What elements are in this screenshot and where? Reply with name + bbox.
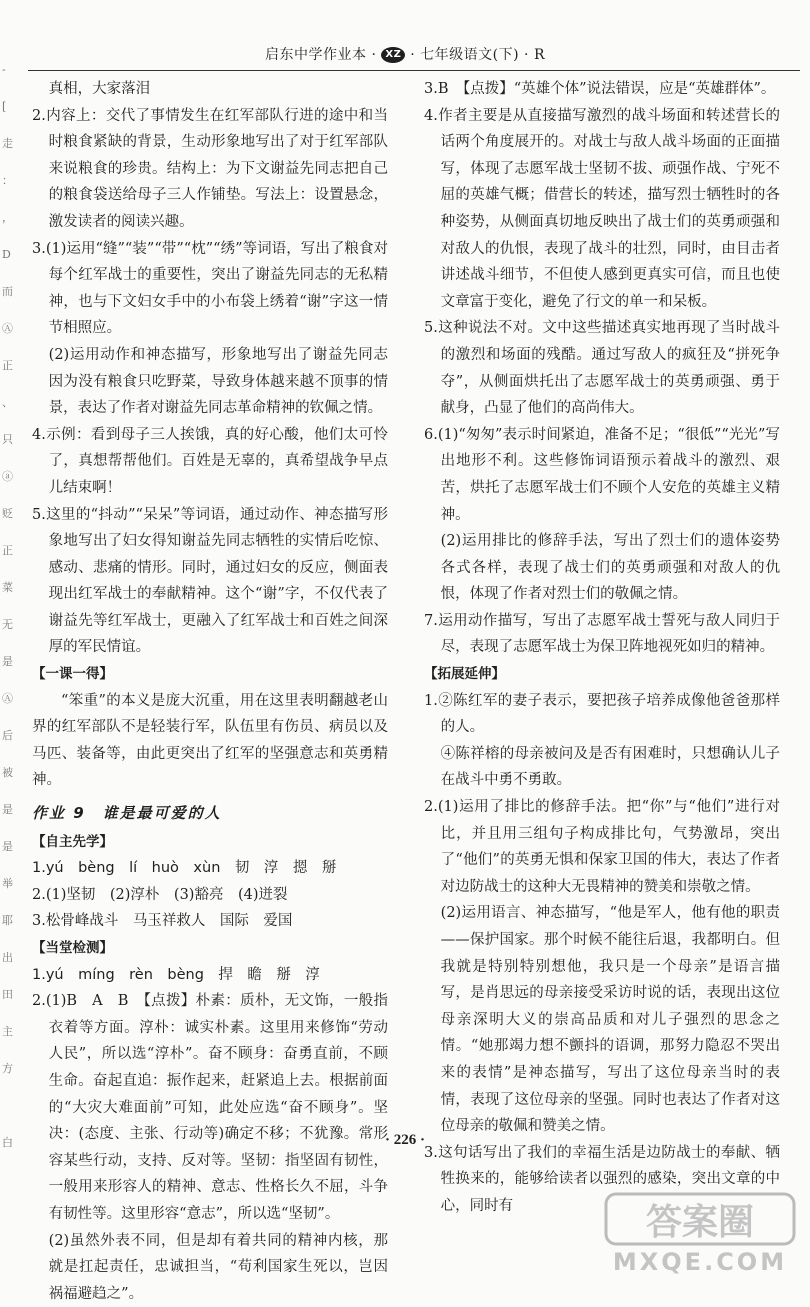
margin-char: ， [2, 211, 13, 224]
right-column [424, 76, 780, 1220]
margin-char: 只 [2, 433, 13, 446]
left-column [32, 76, 388, 1307]
margin-char: 举 [2, 877, 13, 890]
margin-char: 出 [2, 951, 13, 964]
answer-paragraph: 2.(1)运用了排比的修辞手法。把“你”与“他们”进行对比，并且用三组句子构成排比句，气势激昂，突出了“他们”的英勇无惧和保家卫国的伟大，表达了作者对边防战士的这种大无畏精神的赞美和崇敬之情。 [424, 799, 780, 895]
answer-paragraph: 1.yú míng rèn bèng 捍 瞻 掰 淳 [32, 966, 320, 983]
answer-paragraph: 3.松骨峰战斗 马玉祥救人 国际 爱国 [32, 913, 293, 930]
margin-char: 贬 [2, 507, 13, 520]
header-title-left: 启东中学作业本 · [265, 47, 377, 63]
margin-char: 主 [2, 1025, 13, 1038]
answer-paragraph: 4.示例：看到母子三人挨饿，真的好心酸，他们太可怜了，真想帮帮他们。百姓是无辜的，真希望战争早点儿结束啊！ [32, 426, 388, 496]
assignment-title: 作业 9 谁是最可爱的人 [32, 804, 222, 823]
answer-paragraph: 3.B 【点拨】“英雄个体”说法错误，应是“英雄群体”。 [424, 81, 776, 97]
answer-paragraph: 4.作者主要是从直接描写激烈的战斗场面和转述营长的话两个角度展开的。对战士与敌人战斗场面的正面描写，体现了志愿军战士坚韧不拔、顽强作战、宁死不屈的英雄气概；借营长的转述，描写烈士牺牲时的各种姿势，从侧面真切地反映出了战士们的英勇顽强和对敌人的仇恨，表现了战斗的壮烈，同时，由目击者讲述战斗细节，不但使人感到更真实可信，而且也使文章富于变化，避免了行文的单一和呆板。 [424, 107, 780, 310]
margin-char: 田 [2, 988, 13, 1001]
answer-paragraph: 7.运用动作描写，写出了志愿军战士誓死与敌人同归于尽，表现了志愿军战士为保卫阵地视死如归的精神。 [424, 612, 780, 656]
margin-char: 被 [2, 766, 13, 779]
margin-char: 走 [2, 137, 13, 150]
answer-paragraph: 3.这句话写出了我们的幸福生活是边防战士的奉献、牺牲换来的，能够给读者以强烈的感染，突出文章的中心，同时有 [424, 1144, 780, 1214]
margin-char: 方 [2, 1062, 13, 1075]
margin-char: 耶 [2, 914, 13, 927]
section-tag: 【拓展延伸】 [424, 666, 505, 683]
margin-char: 菜 [2, 581, 13, 594]
answer-paragraph: (2)运用排比的修辞手法，写出了烈士们的遗体姿势各式各样，表现了战士们的英勇顽强和对敌人的仇恨，体现了作者对烈士们的敬佩之情。 [440, 533, 780, 603]
answer-paragraph: 2.(1)坚韧 (2)淳朴 (3)豁亮 (4)迸裂 [32, 886, 288, 903]
section-tag: 【自主先学】 [32, 833, 113, 850]
margin-char: 是 [2, 840, 13, 853]
margin-char: 正 [2, 359, 13, 372]
watermark-logo [600, 1190, 800, 1276]
margin-char: 而 [2, 285, 13, 298]
margin-char: [ [2, 100, 7, 113]
answer-paragraph: (2)虽然外表不同，但是却有着共同的精神内核，那就是扛起责任，忠诚担当，“苟利国家生死以，岂因祸福避趋之”。 [48, 1232, 388, 1302]
answer-paragraph: 真相，大家落泪 [48, 81, 151, 97]
watermark-line2: MXQE.COM [612, 1248, 788, 1276]
answer-paragraph: 2.(1)B A B 【点拨】朴素：质朴，无文饰，一般指衣着等方面。淳朴：诚实朴素。这里用来修饰“劳动人民”，所以选“淳朴”。奋不顾身：奋勇直前，不顾生命。奋起直追：振作起来，赶紧追上去。根据前面的“大灾大难面前”可知，此处应选“奋不顾身”。坚决：(态度、主张、行动等)确定不移；不犹豫。常形容某些行动，支持、反对等。坚韧：指坚固有韧性，一般用来形容人的精神、意志、性格长久不屈，斗争有韧性等。这里形容“意志”，所以选“坚韧”。 [32, 993, 388, 1222]
header-rule [28, 70, 800, 71]
answer-paragraph: ④陈祥榕的母亲被问及是否有困难时，只想确认儿子在战斗中勇不勇敢。 [440, 745, 780, 789]
answer-paragraph: “笨重”的本义是庞大沉重，用在这里表明翻越老山界的红军部队不是轻装行军，队伍里有伤员、病员以及马匹、装备等，由此更突出了红军的坚强意志和英勇精神。 [32, 692, 388, 789]
answer-paragraph: 6.(1)“匆匆”表示时间紧迫，准备不足；“很低”“光光”写出地形不利。这些修饰词语预示着战斗的激烈、艰苦，烘托了志愿军战士们不顾个人安危的英雄主义精神。 [424, 426, 780, 523]
answer-paragraph: 5.这种说法不对。文中这些描述真实地再现了当时战斗的激烈和场面的残酷。通过写敌人的疯狂及“拼死争夺”，从侧面烘托出了志愿军战士的英勇顽强、勇于献身，凸显了他们的高尚伟大。 [424, 320, 780, 417]
page-number: · 226 · [384, 1132, 425, 1148]
section-tag: 【一课一得】 [32, 666, 113, 683]
page-header [0, 42, 810, 68]
margin-char: 后 [2, 729, 13, 742]
left-margin-fragment [0, 60, 14, 1180]
answer-paragraph: 2.内容上：交代了事情发生在红军部队行进的途中和当时粮食紧缺的背景，生动形象地写出了对于红军部队来说粮食的珍贵。结构上：为下文谢益先同志把自己的粮食袋送给母子三人作铺垫。写法上：设置悬念，激发读者的阅读兴趣。 [32, 107, 388, 230]
answer-paragraph: 1.②陈红军的妻子表示，要把孩子培养成像他爸爸那样的人。 [424, 692, 780, 736]
answer-paragraph: (2)运用语言、神态描写，“他是军人，他有他的职责——保护国家。那个时候不能往后退，我都明白。但我就是特别特别想他，我只是一个母亲”是语言描写，是肖思远的母亲接受采访时说的话，表现出这位母亲深明大义的崇高品质和对儿子强烈的思念之情。“她那竭力想不颤抖的语调，那努力隐忍不哭出来的表情”是神态描写，写出了这位母亲当时的表情，表现了这位母亲的坚强。同时也表达了作者对这位母亲的敬佩和赞美之情。 [440, 905, 780, 1135]
section-tag: 【当堂检测】 [32, 940, 113, 956]
margin-char: ： [2, 174, 13, 187]
margin-char: Ⓐ [2, 322, 13, 335]
header-title-right: · 七年级语文(下) · R [410, 47, 545, 63]
margin-char: 无 [2, 618, 13, 631]
margin-char: 白 [2, 1136, 13, 1149]
margin-char: ⓐ [2, 470, 13, 483]
margin-char: 是 [2, 803, 13, 816]
margin-char: 、 [2, 396, 13, 409]
margin-char: - [2, 63, 6, 76]
margin-char: 是 [2, 655, 13, 668]
answer-paragraph: 5.这里的“抖动”“呆呆”等词语，通过动作、神态描写形象地写出了妇女得知谢益先同志牺牲的实情后吃惊、感动、悲痛的情形。同时，通过妇女的反应，侧面表现出红军战士的奉献精神。这个“谢”字，不仅代表了谢益先等红军战士，更融入了红军战士和百姓之间深厚的军民情谊。 [32, 506, 388, 656]
margin-char: Ⓐ [2, 692, 13, 705]
margin-char: 正 [2, 544, 13, 557]
watermark-line1: 答案圈 [645, 1202, 755, 1243]
margin-char: D [2, 248, 11, 261]
answer-paragraph: (2)运用动作和神态描写，形象地写出了谢益先同志因为没有粮食只吃野菜，导致身体越来越不顶事的情景，表达了作者对谢益先同志革命精神的钦佩之情。 [48, 346, 388, 417]
publisher-logo-icon: XZ [381, 47, 405, 63]
answer-paragraph: 1.yú bèng lí huò xùn 韧 淳 摁 掰 [32, 860, 337, 877]
answer-paragraph: 3.(1)运用“缝”“装”“带”“枕”“绣”等词语，写出了粮食对每个红军战士的重要性，突出了谢益先同志的无私精神，也与下文妇女手中的小布袋上绣着“谢”字这一情节相照应。 [32, 240, 388, 337]
